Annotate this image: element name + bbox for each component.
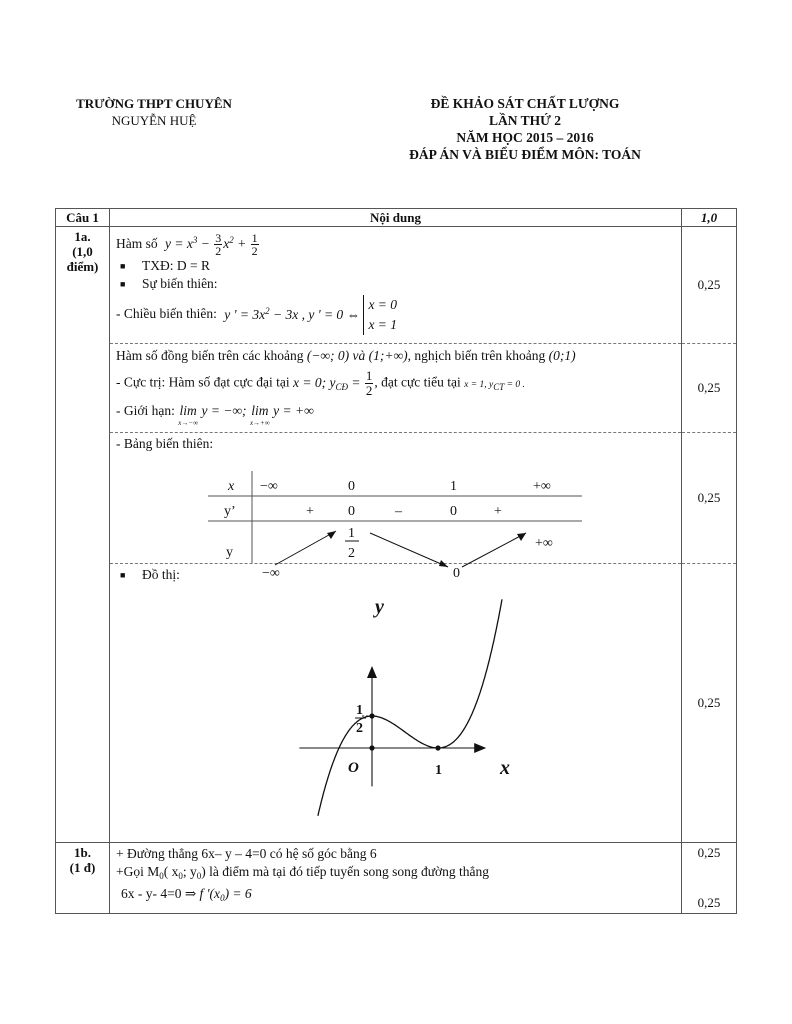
arrow-up-icon [462,533,526,567]
x-value: −∞ [260,479,278,494]
monotonic-line: Hàm số đồng biến trên các khoảng (−∞; 0) và (1;+∞), nghịch biến trên khoảng (0;1) [116,348,576,363]
y-axis-arrow-icon [367,666,377,678]
graph-title-line: ■ Đồ thị: [116,566,675,584]
row-x-label: x [228,479,235,494]
q1a-label-line2: (1,0 [72,244,93,259]
arrow-down-icon [370,533,448,567]
school-header [54,95,254,129]
q1b-label-line1: 1b. [74,845,91,860]
q1b-line1: + Đường thẳng 6x– y – 4=0 có hệ số góc bằng 6 [116,846,377,861]
q1b-label-line2: (1 đ) [69,860,96,875]
q1a-block1 [110,227,682,344]
x-axis-arrow-icon [474,743,486,753]
q1b-line2: +Gọi $M_0$( $x_0$; $y_0$) là điểm mà tại đó tiếp tuyến song song đường thẳng [116,864,490,881]
y-axis-label: y [375,596,384,618]
row-y-label: y [226,545,233,560]
txd-line: ■ TXĐ: D = R [116,257,675,275]
axes [299,666,486,786]
col-question-header: Câu 1 [56,209,110,227]
dy-sign: + [306,504,314,519]
derivative-line: - Chiều biến thiên: y ' = $3x^2 - 3x$ , y ' = 0 ⇔ x = 0 x = 1 [116,295,675,335]
answer-table [55,208,737,914]
title-line2: LẦN THỨ 2 [488,113,561,128]
exam-title [370,95,680,163]
sbt-line: ■ Sự biến thiên: [116,275,675,293]
dy-sign: + [494,504,502,519]
limit-line: - Giới hạn: lim x→−∞ y = −∞; lim x→+∞ y = +∞ [116,403,314,427]
table-row [56,564,737,843]
arrowhead [327,531,336,539]
y-value-den: 2 [348,546,355,561]
function-line: Hàm số $y = x^3$ − $\frac{3}{2}$ $x^2$ + $\frac{1}{2}$ [116,231,258,259]
q1b-label [56,843,110,914]
title-line1: ĐỀ KHẢO SÁT CHẤT LƯỢNG [430,96,620,111]
q1a-label-line1: 1a. [74,229,91,244]
marked-point [435,745,440,750]
table-row [56,227,737,344]
score-1b-1: 0,25 [697,845,721,860]
dy-sign: – [395,504,402,519]
y-value: −∞ [262,566,280,581]
q1a-block2 [110,344,682,433]
x-value: 1 [450,479,457,494]
table-row [56,843,737,914]
bullet-icon: ■ [120,570,126,580]
x-value: 0 [348,479,355,494]
marked-point [369,745,374,750]
origin-label: O [348,760,359,776]
col-score-header: 1,0 [682,209,737,227]
dy-value: 0 [450,504,457,519]
x-value: +∞ [533,479,551,494]
row-dy-label: y’ [224,504,236,519]
q1a-label [56,227,110,843]
bullet-icon: ■ [120,261,126,272]
dy-value: 0 [348,504,355,519]
q1a-block4 [110,564,682,843]
score-1a-2: 0,25 [682,344,737,433]
variation-table-title: - Bảng biến thiên: [116,436,214,451]
score-1a-3: 0,25 [682,433,737,564]
school-line1: TRƯỜNG THPT CHUYÊN [76,96,232,111]
score-1b-2: 0,25 [697,895,721,910]
extrema-line: - Cực trị: Hàm số đạt cực đại tại x = 0; $y_{CĐ}$ = $\frac{1}{2}$ , đạt cực tiểu tại x = 1, yCT = 0 . [116,368,525,398]
y-value: 0 [453,566,460,581]
arrow-up-icon [275,531,336,565]
q1a-label-line3: điểm) [66,259,99,274]
marked-point [369,713,374,718]
func-prefix: Hàm số [116,236,158,251]
table-row [56,344,737,433]
half-label-den: 2 [356,721,363,736]
curve-series [318,599,502,816]
title-line4: ĐÁP ÁN VÀ BIỂU ĐIỂM MÔN: TOÁN [409,147,641,162]
table-row [56,433,737,564]
function-graph [110,584,670,842]
title-line3: NĂM HỌC 2015 – 2016 [456,130,594,145]
q1b-content [110,843,682,914]
solution-brace: x = 0 x = 1 [363,295,397,335]
x-axis-label: x [500,757,510,779]
col-content-header: Nội dung [110,209,682,227]
table-header-row [56,209,737,227]
bullet-icon: ■ [120,279,126,290]
half-label-num: 1 [356,703,363,718]
y-value-num: 1 [348,526,355,541]
score-1a-1: 0,25 [682,227,737,344]
y-value: +∞ [535,536,553,551]
q1b-scores [682,843,737,914]
q1b-line3: 6x - y- 4=0 ⇒ f '$(x_0) = 6$ [121,886,252,903]
tick-label-one: 1 [435,763,442,778]
school-line2: NGUYỄN HUỆ [111,113,197,128]
score-1a-4: 0,25 [682,564,737,843]
